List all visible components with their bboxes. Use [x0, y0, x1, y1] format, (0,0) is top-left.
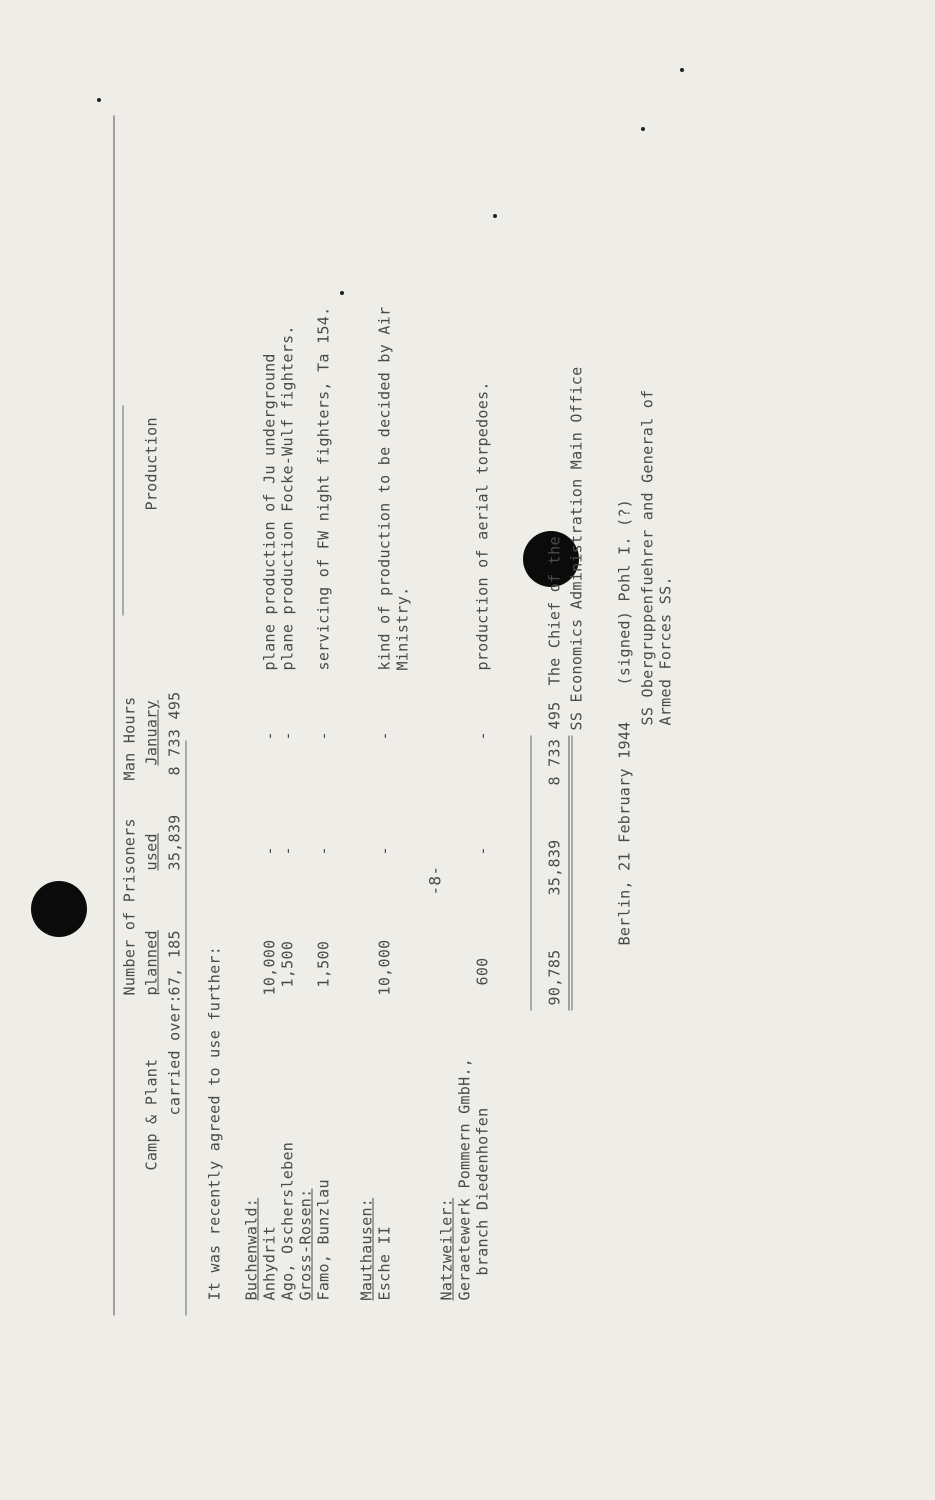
carried-over-label: carried over:	[165, 993, 183, 1115]
header-man-hours: Man Hours	[120, 696, 138, 780]
table-top-rule	[113, 115, 114, 1315]
planned-famo: 1,500	[314, 940, 332, 987]
hours-famo: -	[314, 730, 332, 740]
camp-gross-rosen: Gross-Rosen:	[296, 1188, 314, 1300]
rank-line1: SS Obergruppenfuehrer and General of	[638, 389, 656, 725]
plant-esche: Esche II	[375, 1225, 393, 1300]
hours-esche: -	[375, 730, 393, 740]
header-production: Production	[142, 416, 160, 510]
planned-anhydrit: 10,000	[260, 939, 278, 995]
carried-over-hours: 8 733 495	[165, 691, 183, 775]
planned-ago: 1,500	[278, 940, 296, 987]
hours-geraetewerk: -	[473, 730, 491, 740]
planned-geraetewerk: 600	[473, 957, 491, 985]
production-esche-line2: Ministry.	[393, 586, 411, 670]
production-esche: kind of production to be decided by Air	[375, 306, 393, 670]
planned-esche: 10,000	[375, 939, 393, 995]
header-january: January	[142, 699, 160, 765]
chief-line2: SS Economics Administration Main Office	[567, 366, 585, 730]
used-esche: -	[375, 845, 393, 855]
totals-top-rule	[530, 735, 531, 1010]
production-famo: servicing of FW night fighters, Ta 154.	[314, 306, 332, 670]
header-number-of-prisoners: Number of Prisoners	[120, 817, 138, 995]
production-geraetewerk: production of aerial torpedoes.	[473, 380, 491, 670]
signed-line: (signed) Pohl I. (?)	[615, 498, 633, 685]
intro-text: It was recently agreed to use further:	[205, 945, 223, 1300]
camp-mauthausen: Mauthausen:	[357, 1197, 375, 1300]
plant-ago: Ago, Oschersleben	[278, 1141, 296, 1300]
used-ago: -	[278, 845, 296, 855]
place-date: Berlin, 21 February 1944	[615, 721, 633, 945]
plant-anhydrit: Anhydrit	[260, 1225, 278, 1300]
totals-bottom-rule-2	[571, 735, 572, 1010]
rank-line2: Armed Forces SS.	[656, 575, 674, 725]
camp-buchenwald: Buchenwald:	[242, 1197, 260, 1300]
header-planned: planned	[142, 929, 160, 995]
total-used: 35,839	[545, 839, 563, 895]
carried-over-planned: 67, 185	[165, 929, 183, 995]
total-hours: 8 733 495	[545, 701, 563, 785]
plant-geraetewerk: Geraetewerk Pommern GmbH.,	[455, 1057, 473, 1300]
hours-anhydrit: -	[260, 730, 278, 740]
total-planned: 90,785	[545, 949, 563, 1005]
header-bottom-rule	[185, 740, 186, 1315]
header-used: used	[142, 832, 160, 870]
production-header-rule	[122, 405, 123, 615]
plant-geraetewerk-line2: branch Diedenhofen	[473, 1107, 491, 1275]
production-anhydrit: plane production of Ju underground	[260, 352, 278, 670]
camp-natzweiler: Natzweiler:	[437, 1197, 455, 1300]
used-famo: -	[314, 845, 332, 855]
carried-over-used: 35,839	[165, 814, 183, 870]
page-number: -8-	[425, 865, 444, 895]
chief-line1: The Chief of the	[545, 535, 563, 685]
used-geraetewerk: -	[473, 845, 491, 855]
hours-ago: -	[278, 730, 296, 740]
production-ago: plane production Focke-Wulf fighters.	[278, 324, 296, 670]
plant-famo: Famo, Bunzlau	[314, 1178, 332, 1300]
header-camp-plant: Camp & Plant	[142, 1058, 160, 1170]
totals-bottom-rule	[568, 735, 569, 1010]
used-anhydrit: -	[260, 845, 278, 855]
